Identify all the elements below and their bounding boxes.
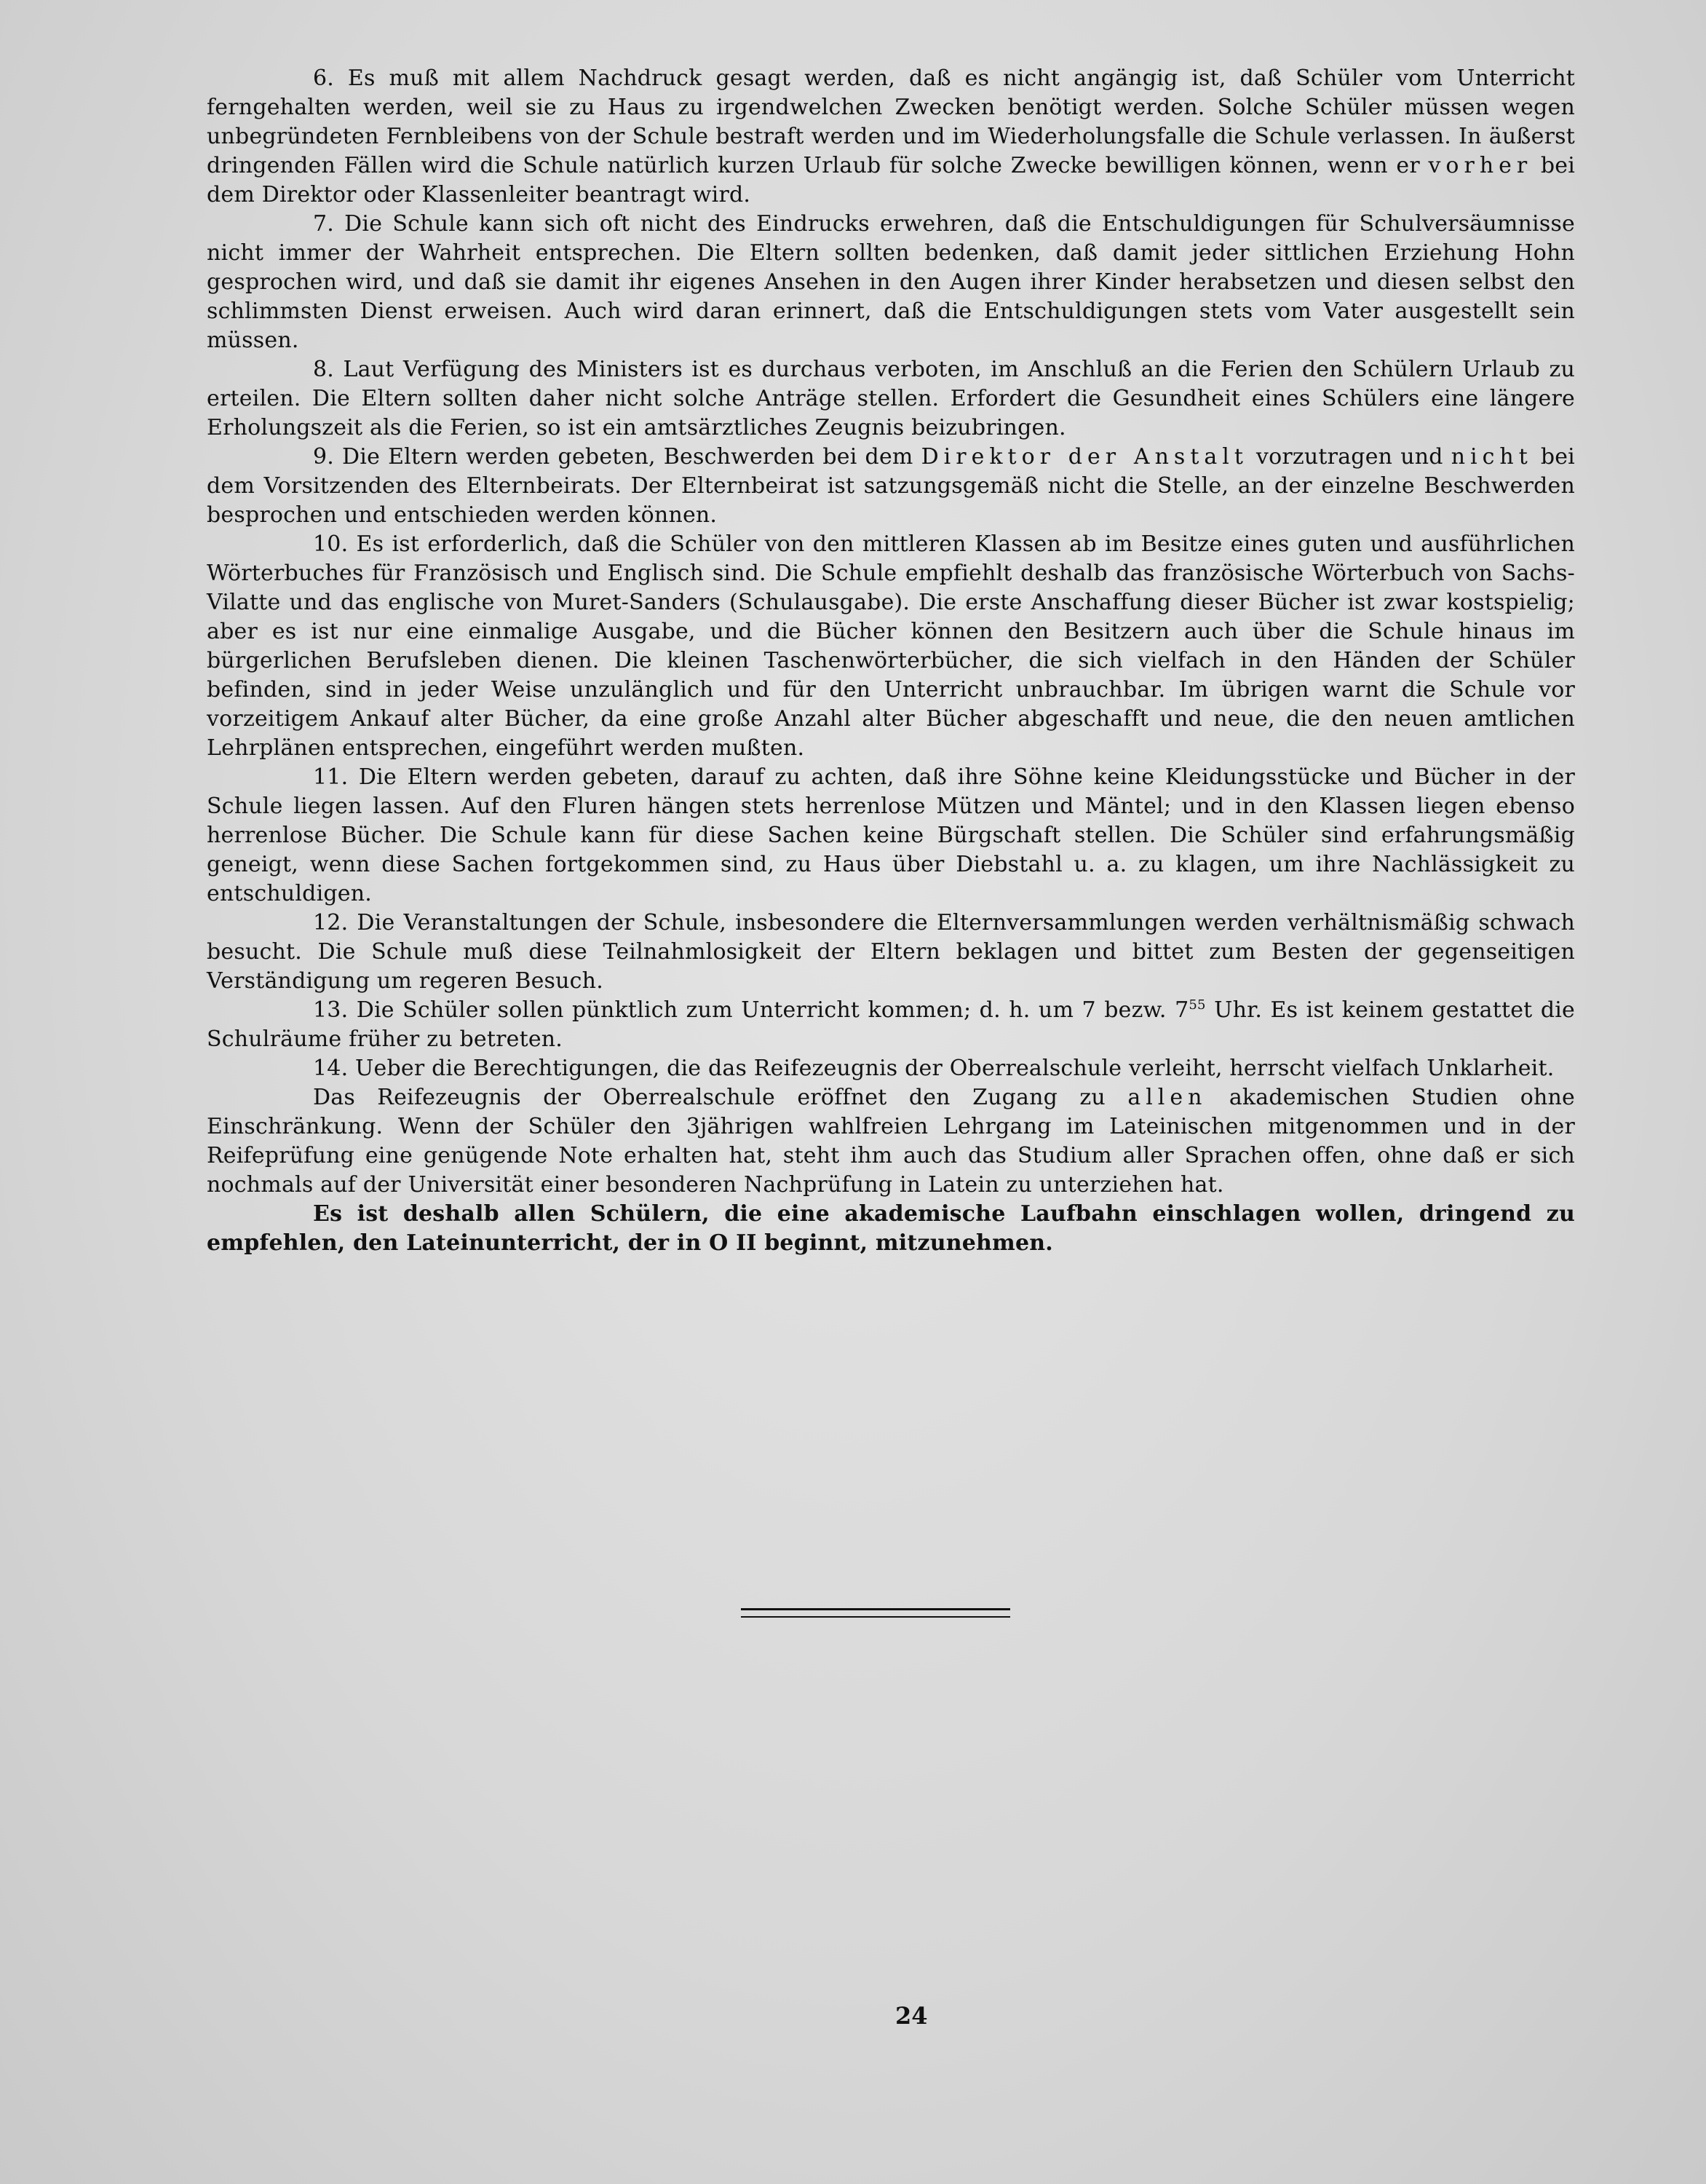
- paragraph-7: 7. Die Schule kann sich oft nicht des Eindrucks erwehren, daß die Entschuldigungen für Schulversäumnisse nicht immer der Wahrheit entsprechen. Die Eltern sollten bedenken, daß damit jeder sittlichen Erziehung Hohn gesprochen wird, und daß sie damit ihr eigenes Ansehen in den Augen ihrer Kinder herabsetzen und diesen selbst den schlimmsten Dienst erweisen. Auch wird daran erinnert, daß die Entschuldigungen stets vom Vater ausgestellt sein müssen.: [207, 211, 1575, 353]
- paragraph-12: 12. Die Veranstaltungen der Schule, insbesondere die Elternversammlungen werden verhältnismäßig schwach besucht. Die Schule muß diese Teilnahmlosigkeit der Eltern beklagen und bittet zum Besten der gegenseitigen Verständigung um regeren Besuch.: [207, 910, 1575, 994]
- paragraph-8: 8. Laut Verfügung des Ministers ist es durchaus verboten, im Anschluß an die Ferien den Schülern Urlaub zu erteilen. Die Eltern sollten daher nicht solche Anträge stellen. Erfordert die Gesundheit eines Schülers eine längere Erholungszeit als die Ferien, so ist ein amtsärztliches Zeugnis beizubringen.: [207, 357, 1575, 440]
- paragraph-14: 14. Ueber die Berechtigungen, die das Reifezeugnis der Oberrealschule verleiht, herrscht vielfach Unklarheit.: [313, 1056, 1555, 1081]
- closing-rule-thin: [741, 1616, 1010, 1618]
- closing-rule: [741, 1608, 1010, 1610]
- paragraph-13: 13. Die Schüler sollen pünktlich zum Unterricht kommen; d. h. um 7 bezw. $7^{55}$ Uhr. Es ist keinem gestattet die Schulräume früher zu betreten.: [207, 997, 1575, 1052]
- paragraph-14-recommendation: Es ist deshalb allen Schülern, die eine akademische Laufbahn einschlagen wollen, dringend zu empfehlen, den Lateinunterricht, der in O II beginnt, mitzunehmen.: [207, 1201, 1575, 1256]
- page-number: 24: [895, 2002, 928, 2030]
- paragraph-11: 11. Die Eltern werden gebeten, darauf zu achten, daß ihre Söhne keine Kleidungsstücke und Bücher in der Schule liegen lassen. Auf den Fluren hängen stets herrenlose Mützen und Mäntel; und in den Klassen liegen ebenso herrenlose Bücher. Die Schule kann für diese Sachen keine Bürgschaft stellen. Die Schüler sind erfahrungsmäßig geneigt, wenn diese Sachen fortgekommen sind, zu Haus über Diebstahl u. a. zu klagen, um ihre Nachlässigkeit zu entschuldigen.: [207, 764, 1575, 906]
- paragraph-9: 9. Die Eltern werden gebeten, Beschwerden bei dem Direktor der Anstalt vorzutragen und nicht bei dem Vorsitzenden des Elternbeirats. Der Elternbeirat ist satzungsgemäß nicht die Stelle, an der einzelne Beschwerden besprochen und entschieden werden können.: [207, 444, 1575, 528]
- document-body: [207, 64, 1575, 1258]
- paragraph-6: 6. Es muß mit allem Nachdruck gesagt werden, daß es nicht angängig ist, daß Schüler vom Unterricht ferngehalten werden, weil sie zu Haus zu irgendwelchen Zwecken benötigt werden. Solche Schüler müssen wegen unbegründeten Fernbleibens von der Schule bestraft werden und im Wiederholungsfalle die Schule verlassen. In äußerst dringenden Fällen wird die Schule natürlich kurzen Urlaub für solche Zwecke bewilligen können, wenn er vorher bei dem Direktor oder Klassenleiter beantragt wird.: [207, 66, 1575, 207]
- paragraph-10: 10. Es ist erforderlich, daß die Schüler von den mittleren Klassen ab im Besitze eines guten und ausführlichen Wörterbuches für Französisch und Englisch sind. Die Schule empfiehlt deshalb das französische Wörterbuch von Sachs-Vilatte und das englische von Muret-Sanders (Schulausgabe). Die erste Anschaffung dieser Bücher ist zwar kostspielig; aber es ist nur eine einmalige Ausgabe, und die Bücher können den Besitzern auch über die Schule hinaus im bürgerlichen Berufsleben dienen. Die kleinen Taschenwörterbücher, die sich vielfach in den Händen der Schüler befinden, sind in jeder Weise unzulänglich und für den Unterricht unbrauchbar. Im übrigen warnt die Schule vor vorzeitigem Ankauf alter Bücher, da eine große Anzahl alter Bücher abgeschafft und neue, die den neuen amtlichen Lehrplänen entsprechen, eingeführt werden mußten.: [207, 531, 1575, 761]
- paragraph-14-reifezeugnis: Das Reifezeugnis der Oberrealschule eröffnet den Zugang zu allen akademischen Studien ohne Einschränkung. Wenn der Schüler den 3jährigen wahlfreien Lehrgang im Lateinischen mitgenommen und in der Reifeprüfung eine genügende Note erhalten hat, steht ihm auch das Studium aller Sprachen offen, ohne daß er sich nochmals auf der Universität einer besonderen Nachprüfung in Latein zu unterziehen hat.: [207, 1085, 1575, 1198]
